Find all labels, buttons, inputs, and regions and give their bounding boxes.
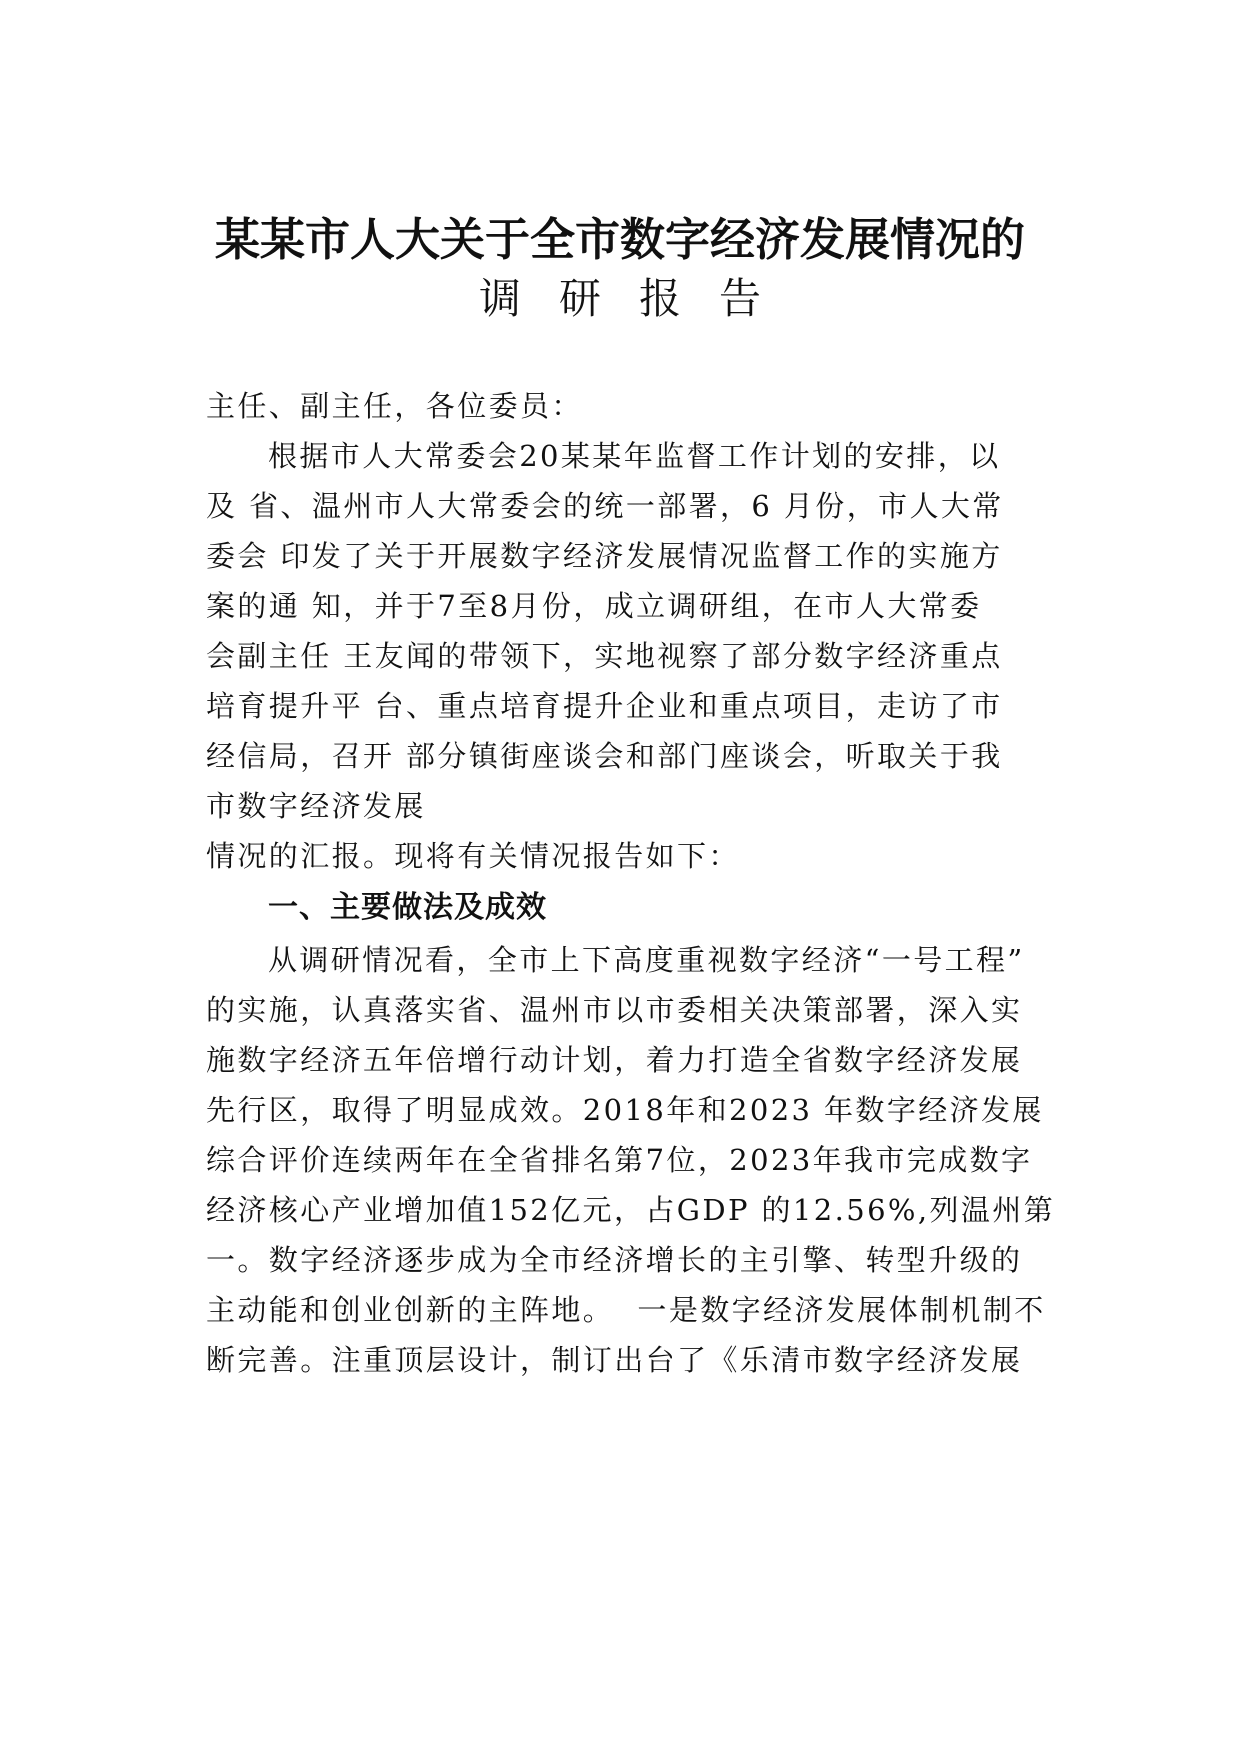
paragraph-line: 会副主任 王友闻的带领下，实地视察了部分数字经济重点 [206, 639, 1003, 673]
paragraph-line: 一。数字经济逐步成为全市经济增长的主引擎、转型升级的 [206, 1243, 1023, 1277]
title-line-1: 某某市人大关于全市数字经济发展情况的 [214, 213, 1025, 266]
paragraph-line: 综合评价连续两年在全省排名第7位，2023年我市完成数字 [206, 1143, 1033, 1177]
paragraph-line: 市数字经济发展 [206, 789, 426, 823]
paragraph-line: 委会 印发了关于开展数字经济发展情况监督工作的实施方 [206, 539, 1003, 573]
section-heading: 一、主要做法及成效 [268, 890, 547, 925]
paragraph-intro [206, 431, 1086, 881]
paragraph-line: 根据市人大常委会20某某年监督工作计划的安排，以 [268, 439, 1001, 473]
paragraph-line: 的实施，认真落实省、温州市以市委相关决策部署，深入实 [206, 993, 1023, 1027]
paragraph-line: 经济核心产业增加值152亿元，占GDP 的12.56%,列温州第 [206, 1193, 1056, 1227]
paragraph-line: 及 省、温州市人大常委会的统一部署，6 月份，市人大常 [206, 489, 1004, 523]
document-body [206, 381, 1086, 1385]
paragraph-line: 先行区，取得了明显成效。2018年和2023 年数字经济发展 [206, 1093, 1044, 1127]
document-title [0, 210, 1240, 328]
paragraph-results [206, 935, 1086, 1385]
paragraph-line: 主动能和创业创新的主阵地。 一是数字经济发展体制机制不 [206, 1293, 1046, 1327]
paragraph-line: 情况的汇报。现将有关情况报告如下： [206, 839, 740, 873]
paragraph-line: 经信局，召开 部分镇街座谈会和部门座谈会，听取关于我 [206, 739, 1003, 773]
paragraph-line: 案的通 知，并于7至8月份，成立调研组，在市人大常委 [206, 589, 982, 623]
paragraph-line: 断完善。注重顶层设计，制订出台了《乐清市数字经济发展 [206, 1343, 1023, 1377]
paragraph-line: 培育提升平 台、重点培育提升企业和重点项目，走访了市 [206, 689, 1003, 723]
title-line-2: 调研报告 [478, 274, 799, 323]
salutation: 主任、副主任，各位委员： [206, 389, 583, 423]
paragraph-line: 施数字经济五年倍增行动计划，着力打造全省数字经济发展 [206, 1043, 1023, 1077]
paragraph-line: 从调研情况看，全市上下高度重视数字经济“一号工程” [268, 943, 1025, 977]
